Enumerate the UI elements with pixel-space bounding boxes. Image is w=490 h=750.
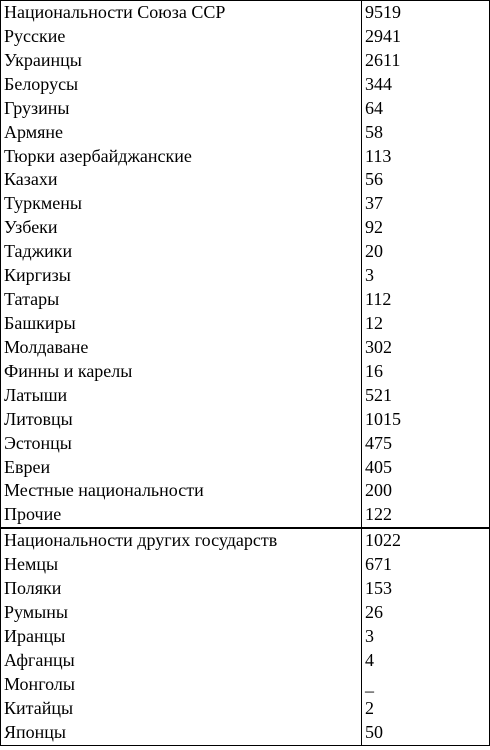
nationality-name-cell: Грузины: [1, 97, 362, 121]
nationality-name-cell: Казахи: [1, 168, 362, 192]
group-header-row: [1, 528, 490, 553]
nationality-name-cell: Эстонцы: [1, 432, 362, 456]
nationality-name-cell: Армяне: [1, 121, 362, 145]
table-row: [1, 73, 490, 97]
table-row: [1, 625, 490, 649]
count-cell: 3: [362, 625, 490, 649]
count-cell: 20: [362, 240, 490, 264]
table-row: [1, 216, 490, 240]
table-row: [1, 49, 490, 73]
count-cell: 1022: [362, 528, 490, 553]
count-cell: 64: [362, 97, 490, 121]
count-cell: 113: [362, 145, 490, 169]
table-row: [1, 384, 490, 408]
count-cell: 671: [362, 553, 490, 577]
count-cell: 2611: [362, 49, 490, 73]
table-row: [1, 312, 490, 336]
table-row: [1, 697, 490, 721]
nationality-name-cell: Таджики: [1, 240, 362, 264]
nationality-name-cell: Местные национальности: [1, 479, 362, 503]
table-row: [1, 336, 490, 360]
count-cell: 153: [362, 577, 490, 601]
table-row: [1, 145, 490, 169]
count-cell: 92: [362, 216, 490, 240]
table-row: [1, 25, 490, 49]
count-cell: 50: [362, 721, 490, 745]
count-cell: 112: [362, 288, 490, 312]
count-cell: 26: [362, 601, 490, 625]
nationality-name-cell: Монголы: [1, 673, 362, 697]
table-row: [1, 553, 490, 577]
table-row: [1, 673, 490, 697]
nationality-name-cell: Японцы: [1, 721, 362, 745]
count-cell: 405: [362, 456, 490, 480]
nationality-name-cell: Литовцы: [1, 408, 362, 432]
count-cell: 3: [362, 264, 490, 288]
nationality-name-cell: Туркмены: [1, 192, 362, 216]
table-row: [1, 240, 490, 264]
nationality-name-cell: Румыны: [1, 601, 362, 625]
table-row: [1, 168, 490, 192]
table-row: [1, 503, 490, 528]
count-cell: 2: [362, 697, 490, 721]
nationality-name-cell: Латыши: [1, 384, 362, 408]
nationality-name-cell: Украинцы: [1, 49, 362, 73]
nationality-name-cell: Финны и карелы: [1, 360, 362, 384]
count-cell: 12: [362, 312, 490, 336]
table-body: [1, 1, 490, 746]
count-cell: 2941: [362, 25, 490, 49]
nationality-name-cell: Поляки: [1, 577, 362, 601]
count-cell: 344: [362, 73, 490, 97]
table-row: [1, 577, 490, 601]
nationality-name-cell: Молдаване: [1, 336, 362, 360]
nationality-name-cell: Евреи: [1, 456, 362, 480]
table-row: [1, 456, 490, 480]
count-cell: 475: [362, 432, 490, 456]
count-cell: 521: [362, 384, 490, 408]
table-row: [1, 649, 490, 673]
nationality-name-cell: Белорусы: [1, 73, 362, 97]
count-cell: 37: [362, 192, 490, 216]
table-row: [1, 121, 490, 145]
count-cell: 302: [362, 336, 490, 360]
count-cell: 56: [362, 168, 490, 192]
table-row: [1, 192, 490, 216]
nationality-name-cell: Немцы: [1, 553, 362, 577]
count-cell: 1015: [362, 408, 490, 432]
group-header-row: [1, 1, 490, 25]
nationality-name-cell: Национальности других государств: [1, 528, 362, 553]
nationality-name-cell: Узбеки: [1, 216, 362, 240]
nationality-name-cell: Киргизы: [1, 264, 362, 288]
nationality-name-cell: Китайцы: [1, 697, 362, 721]
nationality-name-cell: Тюрки азербайджанские: [1, 145, 362, 169]
count-cell: 58: [362, 121, 490, 145]
table-row: [1, 97, 490, 121]
count-cell: 9519: [362, 1, 490, 25]
table-row: [1, 360, 490, 384]
nationality-name-cell: Русские: [1, 25, 362, 49]
count-cell: 122: [362, 503, 490, 528]
table-row: [1, 601, 490, 625]
nationality-name-cell: Афганцы: [1, 649, 362, 673]
table-row: [1, 721, 490, 745]
nationality-name-cell: Татары: [1, 288, 362, 312]
table-row: [1, 264, 490, 288]
table-row: [1, 479, 490, 503]
count-cell: _: [362, 673, 490, 697]
table-row: [1, 432, 490, 456]
table-row: [1, 288, 490, 312]
count-cell: 4: [362, 649, 490, 673]
nationality-name-cell: Национальности Союза ССР: [1, 1, 362, 25]
nationality-name-cell: Прочие: [1, 503, 362, 528]
nationality-name-cell: Башкиры: [1, 312, 362, 336]
table-row: [1, 408, 490, 432]
nationality-name-cell: Иранцы: [1, 625, 362, 649]
count-cell: 200: [362, 479, 490, 503]
count-cell: 16: [362, 360, 490, 384]
